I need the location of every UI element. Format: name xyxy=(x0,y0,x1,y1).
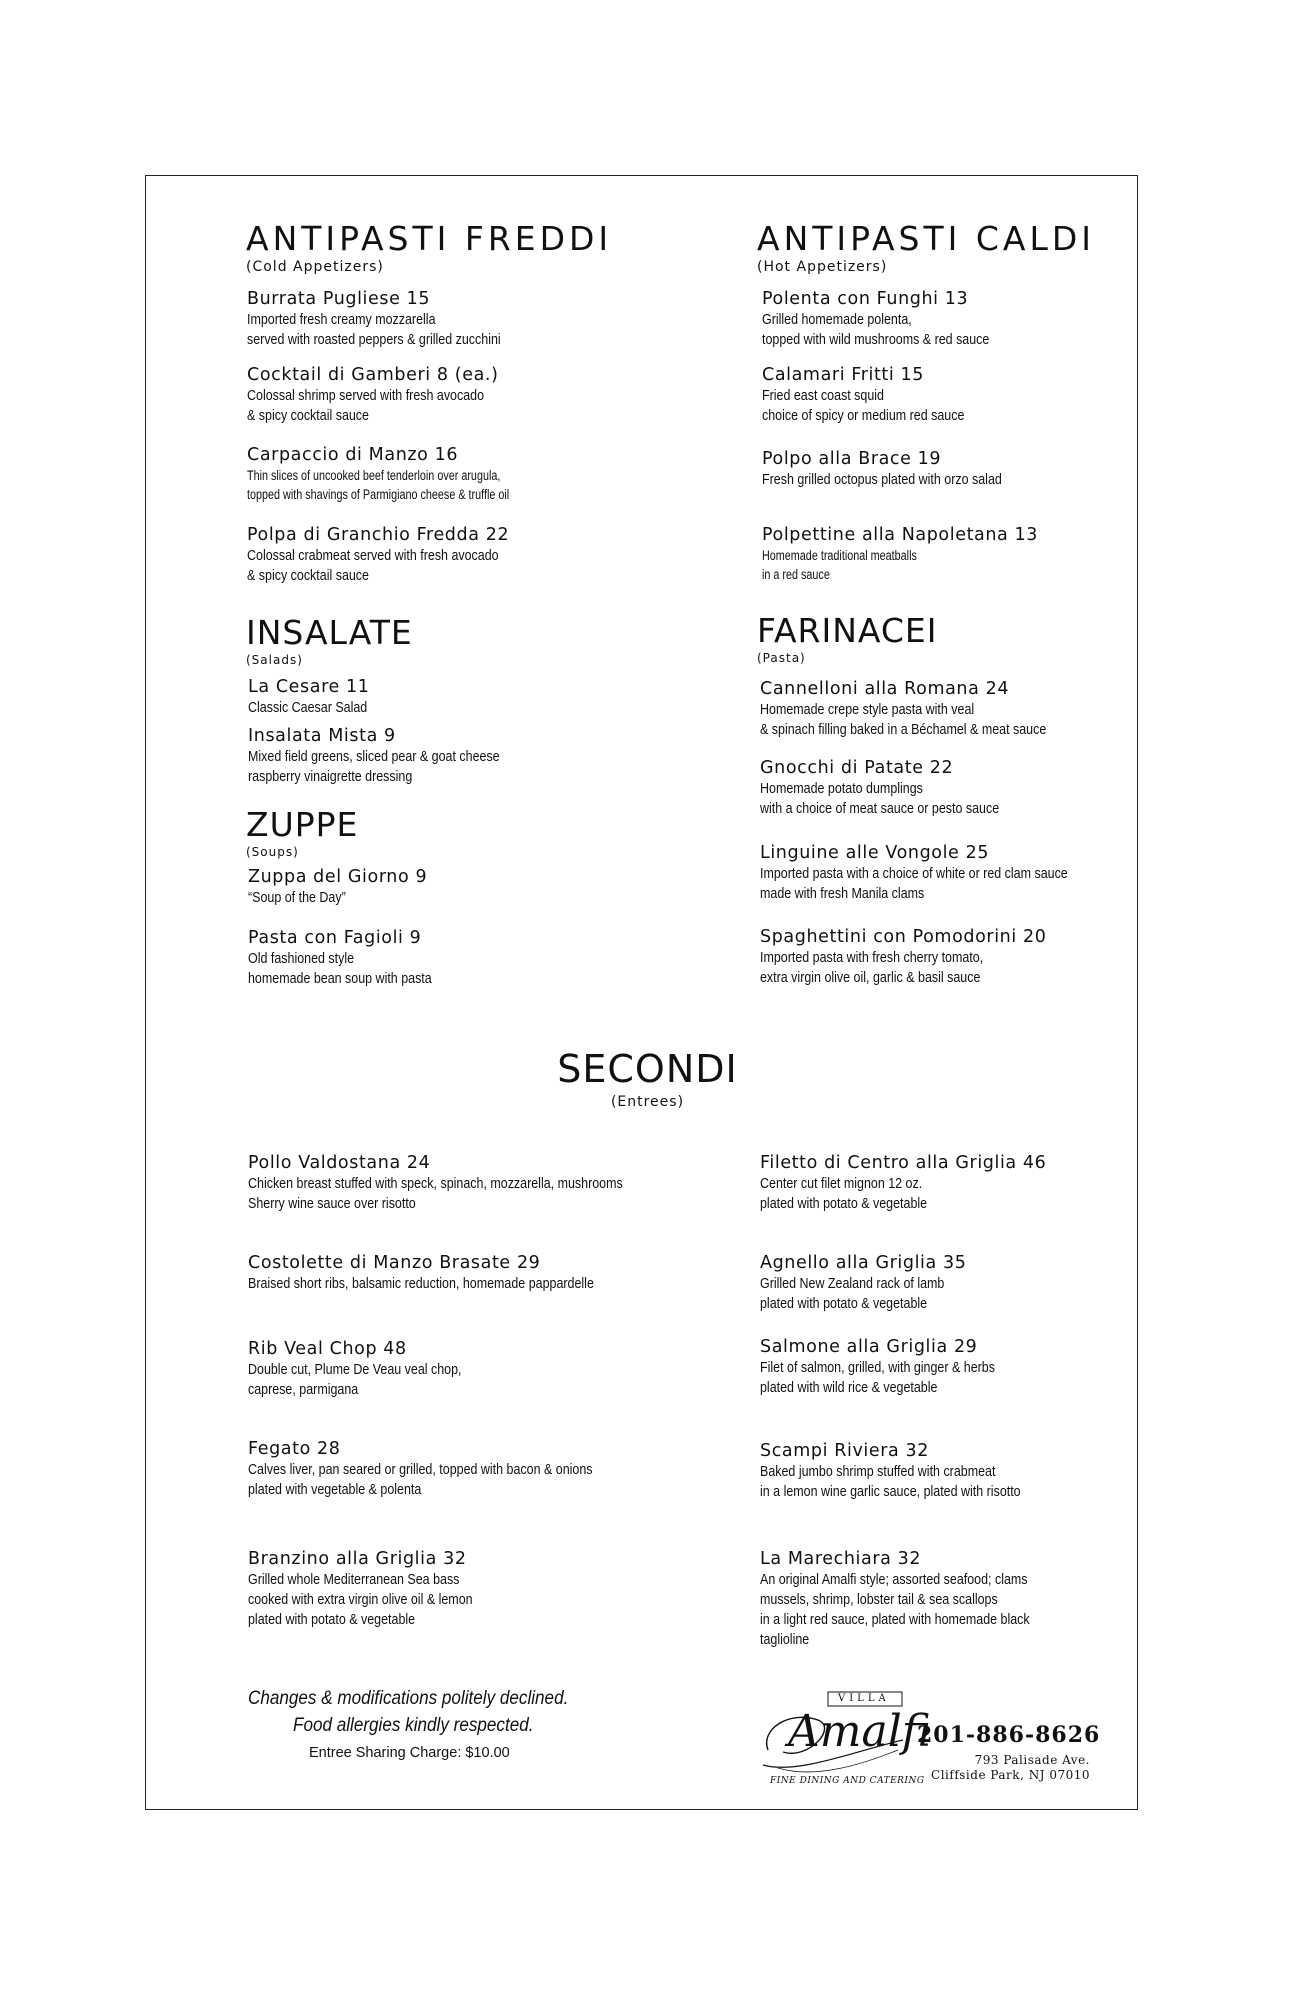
menu-item-name: La Cesare 11 xyxy=(248,677,370,697)
description-line: in a lemon wine garlic sauce, plated with risotto xyxy=(760,1484,1021,1500)
description-line: taglioline xyxy=(760,1632,810,1648)
description-line: Colossal shrimp served with fresh avocado xyxy=(247,388,485,404)
description-line: Grilled whole Mediterranean Sea bass xyxy=(248,1572,460,1588)
menu-item-name: Costolette di Manzo Brasate 29 xyxy=(248,1253,541,1273)
phone-number: 201-886-8626 xyxy=(917,1722,1101,1748)
description-line: Center cut filet mignon 12 oz. xyxy=(760,1176,923,1192)
menu-item xyxy=(248,1548,718,1630)
description-line: in a red sauce xyxy=(762,567,830,582)
description-line: plated with wild rice & vegetable xyxy=(760,1380,938,1396)
menu-item-name: Carpaccio di Manzo 16 xyxy=(247,445,459,465)
menu-item xyxy=(248,1438,718,1500)
menu-item xyxy=(762,288,1232,350)
description-line: Braised short ribs, balsamic reduction, homemade pappardelle xyxy=(248,1276,594,1292)
description-line: Grilled homemade polenta, xyxy=(762,312,912,328)
description-line: Imported pasta with a choice of white or red clam sauce xyxy=(760,866,1068,882)
menu-item-description xyxy=(248,1460,652,1500)
description-line: Chicken breast stuffed with speck, spinach, mozzarella, mushrooms xyxy=(248,1176,623,1192)
description-line: Homemade traditional meatballs xyxy=(762,548,917,563)
menu-item-name: Polpettine alla Napoletana 13 xyxy=(762,525,1039,545)
menu-item xyxy=(760,678,1230,740)
menu-item-description xyxy=(760,1274,1164,1314)
description-line: Sherry wine sauce over risotto xyxy=(248,1196,416,1212)
section-subtitle: (Entrees) xyxy=(610,1094,685,1110)
menu-item xyxy=(760,757,1230,819)
menu-item-description xyxy=(248,698,652,718)
section-title: FARINACEI xyxy=(757,611,938,650)
description-line: in a light red sauce, plated with homemade black xyxy=(760,1612,1030,1628)
description-line: raspberry vinaigrette dressing xyxy=(248,769,413,785)
description-line: & spicy cocktail sauce xyxy=(247,408,369,424)
description-line: Homemade potato dumplings xyxy=(760,781,923,797)
section-title: INSALATE xyxy=(246,613,413,652)
description-line: topped with wild mushrooms & red sauce xyxy=(762,332,990,348)
menu-item xyxy=(760,1440,1230,1502)
menu-item xyxy=(247,524,717,586)
menu-item-description xyxy=(248,1274,652,1294)
menu-item xyxy=(762,364,1232,426)
menu-item-name: Pollo Valdostana 24 xyxy=(248,1153,431,1173)
address-street: 793 Palisade Ave. xyxy=(974,1753,1090,1767)
menu-item xyxy=(247,288,717,350)
section-title: ANTIPASTI FREDDI xyxy=(246,219,613,258)
menu-item-description xyxy=(247,386,651,426)
description-line: homemade bean soup with pasta xyxy=(248,971,432,987)
description-line: topped with shavings of Parmigiano cheese & truffle oil xyxy=(247,487,510,502)
menu-item-name: Cocktail di Gamberi 8 (ea.) xyxy=(247,365,499,385)
menu-item-name: Linguine alle Vongole 25 xyxy=(760,843,990,863)
section-subtitle: (Salads) xyxy=(246,653,303,667)
description-line: cooked with extra virgin olive oil & lemon xyxy=(248,1592,473,1608)
menu-item-name: Polpo alla Brace 19 xyxy=(762,449,942,469)
menu-item-name: Zuppa del Giorno 9 xyxy=(248,867,428,887)
menu-item-name: Scampi Riviera 32 xyxy=(760,1441,929,1461)
menu-item-name: Salmone alla Griglia 29 xyxy=(760,1337,978,1357)
menu-item-name: Burrata Pugliese 15 xyxy=(247,289,431,309)
menu-item-name: Cannelloni alla Romana 24 xyxy=(760,679,1010,699)
menu-item-name: Polpa di Granchio Fredda 22 xyxy=(247,525,510,545)
sharing-charge: Entree Sharing Charge: $10.00 xyxy=(309,1745,510,1761)
description-line: mussels, shrimp, lobster tail & sea scallops xyxy=(760,1592,998,1608)
menu-item-name: Branzino alla Griglia 32 xyxy=(248,1549,467,1569)
logo-name-text: Amalfi xyxy=(788,1706,932,1757)
menu-item-description xyxy=(760,1174,1164,1214)
menu-item-name: Spaghettini con Pomodorini 20 xyxy=(760,927,1047,947)
section-title: ANTIPASTI CALDI xyxy=(757,219,1095,258)
section-subtitle: (Hot Appetizers) xyxy=(757,259,888,275)
menu-item-name: Polenta con Funghi 13 xyxy=(762,289,969,309)
description-line: Fried east coast squid xyxy=(762,388,884,404)
description-line: Baked jumbo shrimp stuffed with crabmeat xyxy=(760,1464,996,1480)
menu-item-description xyxy=(760,1570,1164,1650)
menu-item-description xyxy=(247,546,651,586)
modifications-note: Changes & modifications politely declined. xyxy=(248,1688,569,1709)
description-line: made with fresh Manila clams xyxy=(760,886,925,902)
description-line: Classic Caesar Salad xyxy=(248,700,368,716)
logo-tagline: FINE DINING AND CATERING xyxy=(770,1776,925,1786)
description-line: choice of spicy or medium red sauce xyxy=(762,408,965,424)
description-line: plated with vegetable & polenta xyxy=(248,1482,422,1498)
menu-item-description xyxy=(247,466,623,504)
policy-note xyxy=(248,1685,604,1739)
section-title: ZUPPE xyxy=(246,805,359,844)
description-line: An original Amalfi style; assorted seafood; clams xyxy=(760,1572,1028,1588)
section-subtitle: (Pasta) xyxy=(757,651,806,665)
section-farinacei-header xyxy=(757,611,938,665)
menu-item xyxy=(760,842,1230,904)
menu-item-name: La Marechiara 32 xyxy=(760,1549,922,1569)
description-line: Double cut, Plume De Veau veal chop, xyxy=(248,1362,462,1378)
menu-item-description xyxy=(762,386,1166,426)
description-line: Mixed field greens, sliced pear & goat cheese xyxy=(248,749,500,765)
menu-item-description xyxy=(762,470,1166,490)
description-line: Fresh grilled octopus plated with orzo salad xyxy=(762,472,1002,488)
description-line: & spinach filling baked in a Béchamel & meat sauce xyxy=(760,722,1047,738)
section-subtitle: (Cold Appetizers) xyxy=(246,259,384,275)
menu-item xyxy=(248,676,718,718)
menu-item xyxy=(248,866,718,908)
section-title: SECONDI xyxy=(557,1047,738,1091)
menu-item-description xyxy=(760,1462,1164,1502)
description-line: extra virgin olive oil, garlic & basil sauce xyxy=(760,970,981,986)
menu-item-description xyxy=(760,779,1164,819)
menu-item xyxy=(760,1152,1230,1214)
section-zuppe-header xyxy=(246,805,359,859)
address xyxy=(905,1753,1090,1783)
description-line: Homemade crepe style pasta with veal xyxy=(760,702,975,718)
description-line: Filet of salmon, grilled, with ginger & herbs xyxy=(760,1360,995,1376)
section-insalate-header xyxy=(246,613,413,667)
description-line: with a choice of meat sauce or pesto sauce xyxy=(760,801,1000,817)
description-line: caprese, parmigana xyxy=(248,1382,359,1398)
description-line: plated with potato & vegetable xyxy=(760,1196,928,1212)
description-line: Thin slices of uncooked beef tenderloin over arugula, xyxy=(247,468,501,483)
section-secondi-header xyxy=(0,1047,1295,1110)
menu-item xyxy=(760,926,1230,988)
menu-item-name: Pasta con Fagioli 9 xyxy=(248,928,422,948)
menu-item-name: Fegato 28 xyxy=(248,1439,341,1459)
address-city: Cliffside Park, NJ 07010 xyxy=(931,1768,1090,1782)
description-line: & spicy cocktail sauce xyxy=(247,568,369,584)
menu-item-description xyxy=(248,747,652,787)
menu-item-description xyxy=(248,1570,652,1630)
menu-item-description xyxy=(760,948,1164,988)
menu-item-name: Gnocchi di Patate 22 xyxy=(760,758,954,778)
menu-item-description xyxy=(760,864,1164,904)
menu-item xyxy=(248,725,718,787)
menu-item-description xyxy=(762,310,1166,350)
description-line: “Soup of the Day” xyxy=(248,890,346,906)
allergies-note: Food allergies kindly respected. xyxy=(293,1715,534,1736)
description-line: plated with potato & vegetable xyxy=(760,1296,928,1312)
description-line: served with roasted peppers & grilled zucchini xyxy=(247,332,501,348)
menu-item xyxy=(762,524,1232,584)
menu-item xyxy=(248,1338,718,1400)
menu-item-name: Calamari Fritti 15 xyxy=(762,365,924,385)
menu-item-name: Agnello alla Griglia 35 xyxy=(760,1253,967,1273)
description-line: Calves liver, pan seared or grilled, topped with bacon & onions xyxy=(248,1462,593,1478)
menu-item-name: Rib Veal Chop 48 xyxy=(248,1339,407,1359)
description-line: Imported fresh creamy mozzarella xyxy=(247,312,436,328)
menu-item-description xyxy=(247,310,651,350)
menu-item-name: Filetto di Centro alla Griglia 46 xyxy=(760,1153,1047,1173)
description-line: plated with potato & vegetable xyxy=(248,1612,416,1628)
section-subtitle: (Soups) xyxy=(246,845,299,859)
menu-item-description xyxy=(248,1360,652,1400)
menu-item-description xyxy=(248,888,652,908)
description-line: Grilled New Zealand rack of lamb xyxy=(760,1276,945,1292)
description-line: Old fashioned style xyxy=(248,951,355,967)
menu-item xyxy=(760,1548,1230,1650)
menu-item-description xyxy=(248,1174,652,1214)
menu-item-description xyxy=(760,700,1164,740)
description-line: Imported pasta with fresh cherry tomato, xyxy=(760,950,984,966)
menu-item-description xyxy=(248,949,652,989)
section-antipasti-caldi-header xyxy=(757,219,1095,275)
menu-item-name: Insalata Mista 9 xyxy=(248,726,396,746)
menu-item xyxy=(248,1252,718,1294)
logo-villa-text: VILLA xyxy=(838,1693,890,1704)
menu-item-description xyxy=(762,546,1138,584)
menu-item xyxy=(247,364,717,426)
description-line: Colossal crabmeat served with fresh avocado xyxy=(247,548,499,564)
menu-item xyxy=(248,927,718,989)
section-antipasti-freddi-header xyxy=(246,219,613,275)
menu-item xyxy=(762,448,1232,490)
villa-amalfi-logo xyxy=(758,1680,932,1790)
menu-item xyxy=(247,444,717,504)
menu-item xyxy=(760,1252,1230,1314)
menu-item xyxy=(248,1152,718,1214)
menu-item xyxy=(760,1336,1230,1398)
menu-item-description xyxy=(760,1358,1164,1398)
